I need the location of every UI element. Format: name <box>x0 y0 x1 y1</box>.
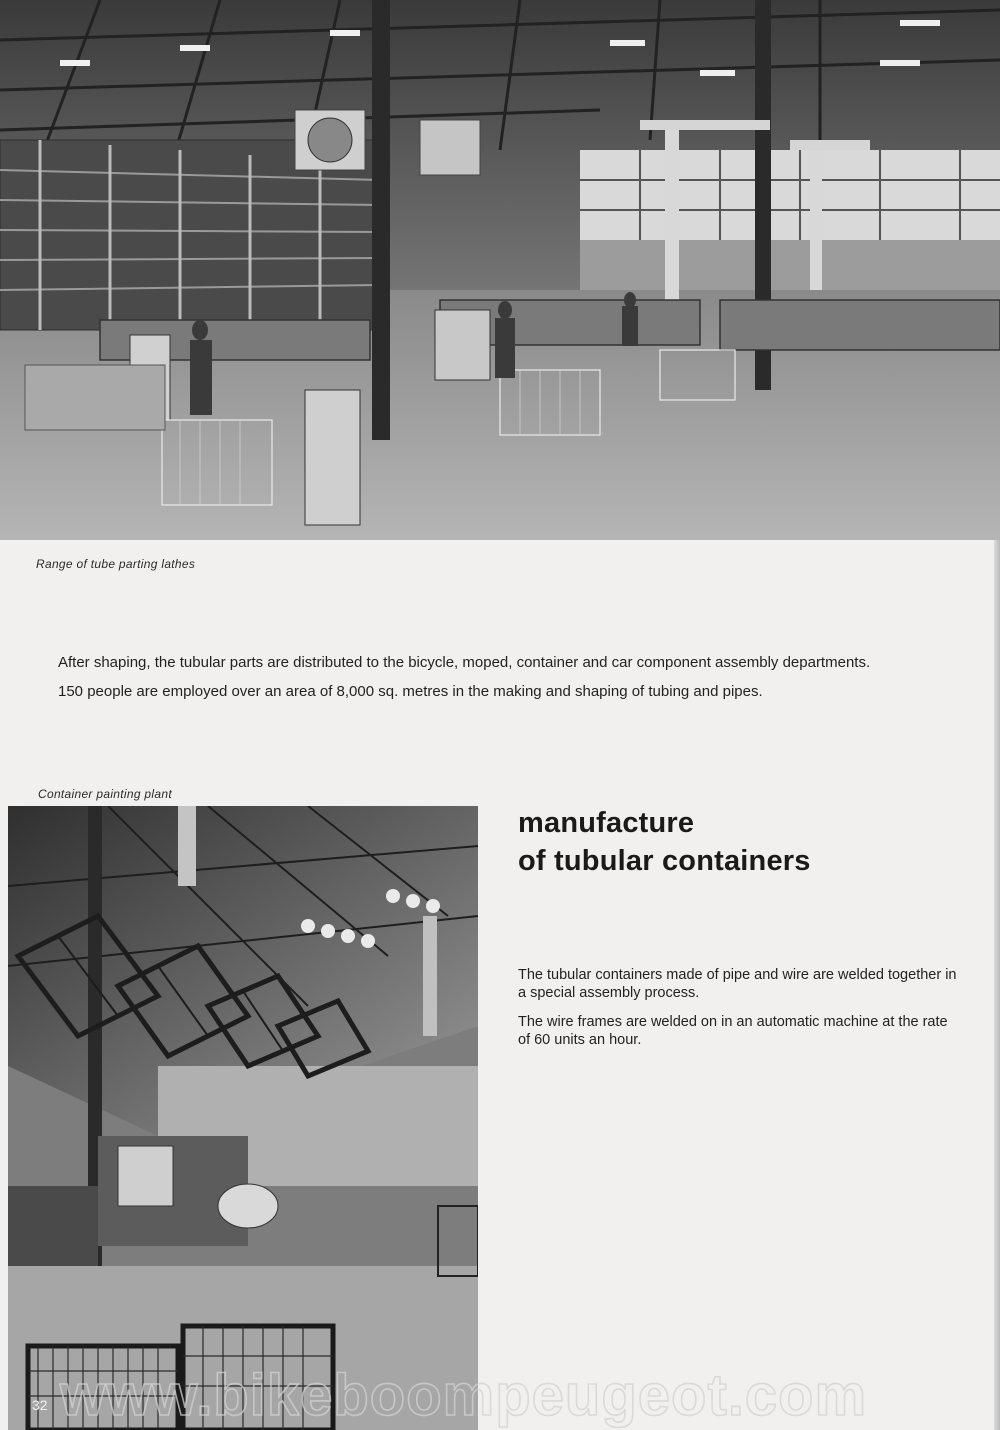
intro-paragraph <box>58 648 988 706</box>
intro-line-2: 150 people are employed over an area of 8,000 sq. metres in the making and shaping of tubing and pipes. <box>58 683 763 700</box>
painting-plant-illustration <box>8 806 478 1430</box>
page-number: 32 <box>32 1397 48 1413</box>
heading-line-2: of tubular containers <box>518 845 811 877</box>
heading-line-1: manufacture <box>518 807 695 839</box>
section-body <box>518 966 963 1060</box>
section-paragraph-1: The tubular containers made of pipe and wire are welded together in a special assembly process. <box>518 967 957 1001</box>
caption-tube-parting-lathes: Range of tube parting lathes <box>36 557 196 571</box>
factory-hall-illustration <box>0 0 1000 540</box>
section-heading <box>518 804 811 880</box>
photo-tube-parting-lathes <box>0 0 1000 540</box>
section-paragraph-2: The wire frames are welded on in an automatic machine at the rate of 60 units an hour. <box>518 1014 948 1048</box>
photo-container-painting-plant <box>8 806 478 1430</box>
caption-container-painting-plant: Container painting plant <box>38 787 172 801</box>
watermark-url: www.bikeboompeugeot.com <box>60 1363 868 1428</box>
intro-line-1: After shaping, the tubular parts are distributed to the bicycle, moped, container and car component assembly departments. <box>58 654 871 671</box>
